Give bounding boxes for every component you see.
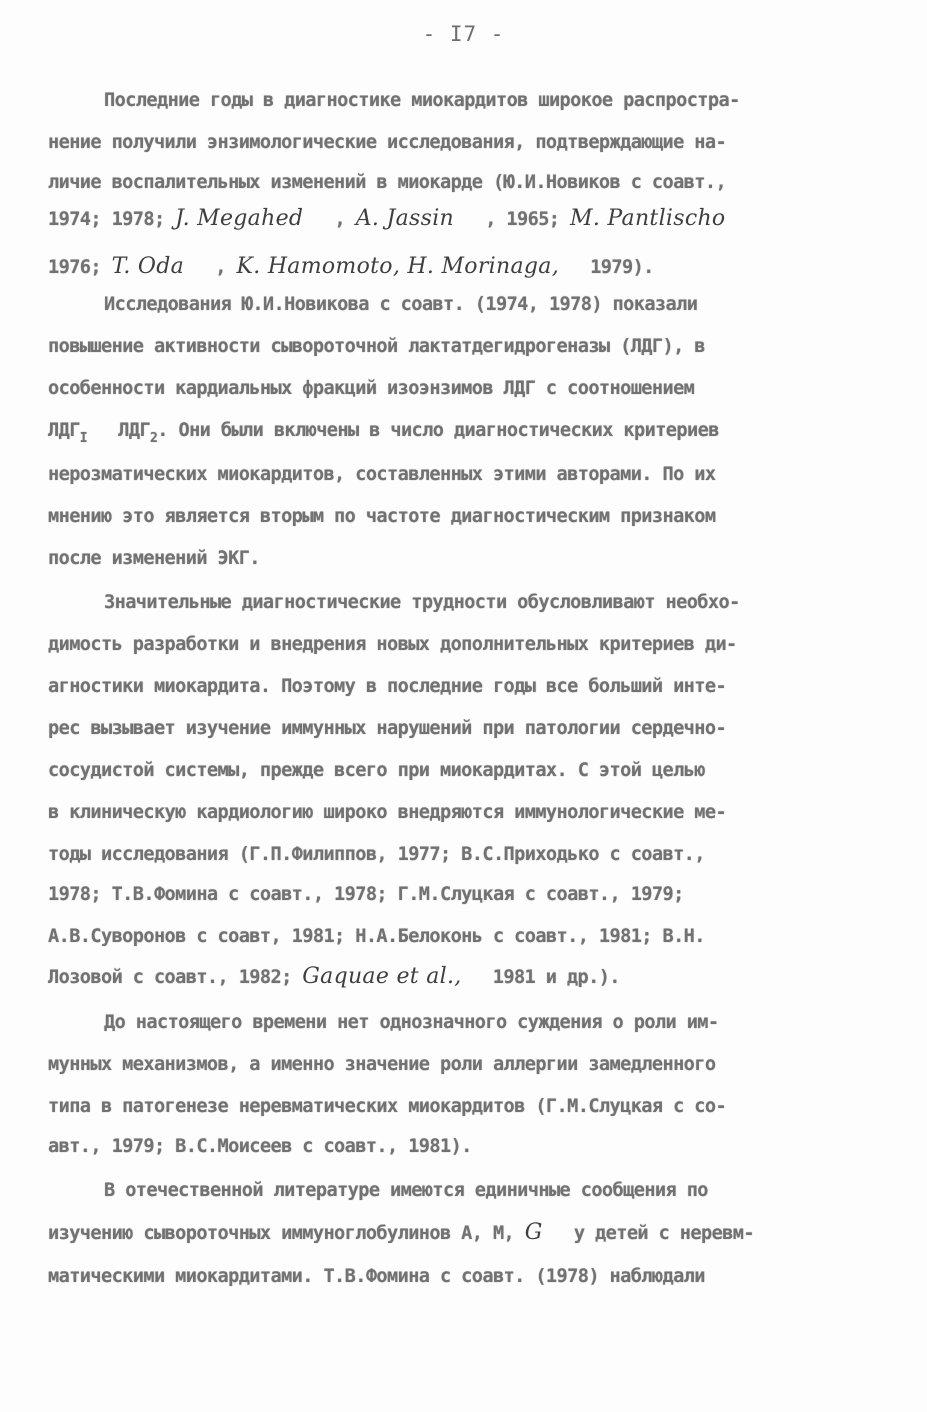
text-line: сосудистой системы, прежде всего при миокардитах. С этой целью [48,760,705,781]
handwritten-name: J. Megahed [175,206,304,231]
text-line: А.В.Суворонов с соавт, 1981; Н.А.Белоконь с соавт., 1981; В.Н. [48,926,705,947]
text-line-ldg-ratio [48,416,719,448]
text-line: в клиническую кардиологию широко внедряются иммунологические ме- [48,802,727,823]
subscript: 2 [150,431,158,446]
handwritten-name: M. Pantlischo [570,206,726,231]
text-line: мунных механизмов, а именно значение роли аллергии замедленного [48,1054,716,1075]
text-line: повышение активности сывороточной лактатдегидрогеназы (ЛДГ), в [48,336,705,357]
text-fragment: 1979). [590,257,654,278]
text-fragment: . Они были включены в число диагностических критериев [157,420,719,441]
handwritten-name: T. Oda [111,254,185,279]
text-line: мнению это является вторым по частоте диагностическим признаком [48,506,716,527]
text-fragment: , 1965; [485,209,560,230]
text-line: личие воспалительных изменений в миокарде (Ю.И.Новиков с соавт., [48,172,727,193]
text-fragment: ЛДГ [48,420,80,441]
text-fragment: 1974; 1978; [48,209,165,230]
text-line-with-handwriting [48,1218,754,1249]
text-fragment: , [215,257,226,278]
subscript: I [79,431,88,446]
text-line: рес вызывает изучение иммунных нарушений при патологии сердечно- [48,718,727,739]
handwritten-letter: G [524,1220,543,1245]
text-fragment: Лозовой с соавт., 1982; [48,967,292,988]
text-fragment: ЛДГ [118,420,151,441]
text-line: Последние годы в диагностике миокардитов широкое распростра- [104,90,740,111]
text-fragment: 1976; [48,257,101,278]
handwritten-name: K. Hamomoto, H. Morinaga, [236,254,559,279]
text-line: нение получили энзимологические исследования, подтверждающие на- [48,132,727,153]
text-line: Исследования Ю.И.Новикова с соавт. (1974, 1978) показали [104,294,698,315]
text-line: типа в патогенезе неревматических миокардитов (Г.М.Слуцкая с со- [48,1096,727,1117]
text-line: агностики миокардита. Поэтому в последние годы все больший инте- [48,676,727,697]
text-line: нерозматических миокардитов, составленных этими авторами. По их [48,464,716,485]
text-fragment: у детей с неревм- [573,1223,754,1244]
text-line-with-handwriting [48,204,725,235]
text-fragment: изучению сывороточных иммуноглобулинов А, М, [48,1223,515,1244]
handwritten-name: Gaquae et al., [302,964,462,989]
text-line: До настоящего времени нет однозначного суждения о роли им- [104,1012,719,1033]
text-fragment: , [334,209,346,230]
page-number: - I7 - [422,22,505,46]
text-line: тоды исследования (Г.П.Филиппов, 1977; В.С.Приходько с соавт., [48,844,705,865]
text-line: после изменений ЭКГ. [48,548,260,569]
text-line: димость разработки и внедрения новых дополнительных критериев ди- [48,634,737,655]
text-line: авт., 1979; В.С.Моисеев с соавт., 1981). [48,1136,472,1157]
text-line: В отечественной литературе имеются единичные сообщения по [104,1180,708,1201]
text-fragment: 1981 и др.). [492,967,620,988]
text-line-with-handwriting [48,962,620,993]
text-line: Значительные диагностические трудности обусловливают необхо- [104,592,740,613]
text-line: 1978; Т.В.Фомина с соавт., 1978; Г.М.Слуцкая с соавт., 1979; [48,884,684,905]
text-line-with-handwriting [48,252,654,283]
text-line: матическими миокардитами. Т.В.Фомина с соавт. (1978) наблюдали [48,1266,705,1287]
text-line: особенности кардиальных фракций изоэнзимов ЛДГ с соотношением [48,378,695,399]
handwritten-name: A. Jassin [355,206,455,231]
